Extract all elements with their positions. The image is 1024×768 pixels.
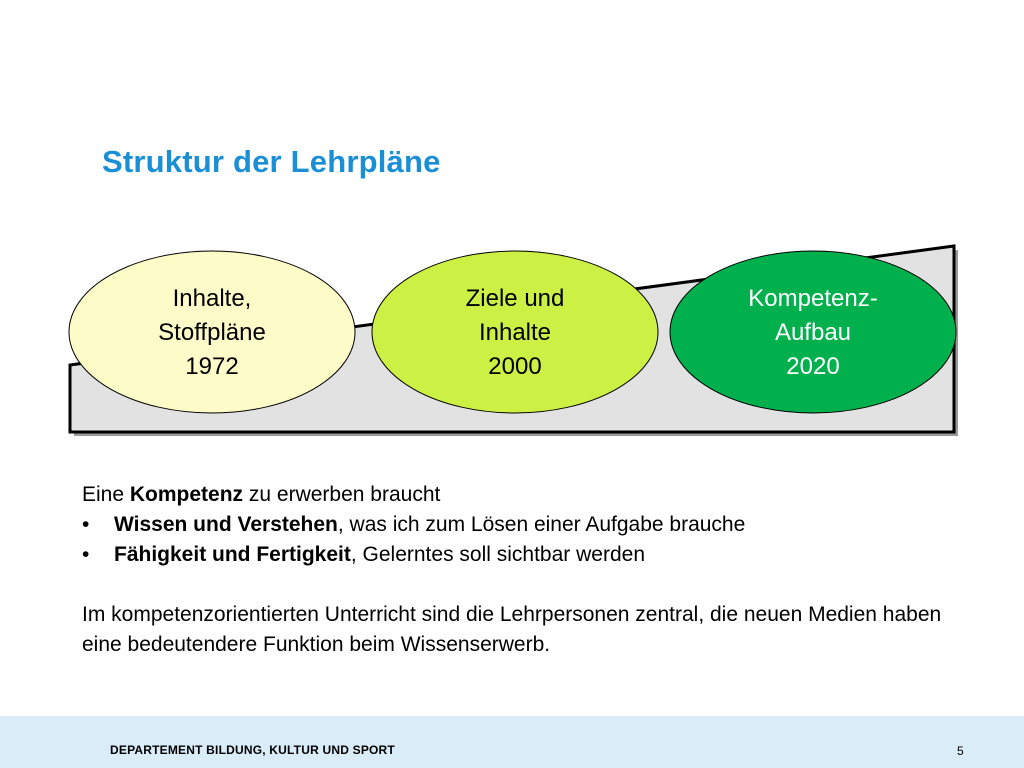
oval-2020-label [713,282,913,384]
oval-2020-year: 2020 [786,353,840,380]
oval-1972-label [112,282,312,384]
slide-title: Struktur der Lehrpläne [102,144,441,179]
bullet-item [82,510,962,540]
bullet-content [114,540,645,570]
footer-department: DEPARTEMENT BILDUNG, KULTUR UND SPORT [110,743,395,757]
page-number: 5 [957,744,964,758]
bullet-bold: Fähigkeit und Fertigkeit [114,543,351,566]
footer-wave-edge [0,713,1024,721]
closing-paragraph: Im kompetenzorientierten Unterricht sind die Lehrpersonen zentral, die neuen Medien haben eine bedeutendere Funktion beim Wissenserwerb. [82,603,942,656]
oval-1972-line2: Stoffpläne [158,319,266,346]
oval-2000-year: 2000 [488,353,542,380]
intro-post: zu erwerben braucht [243,483,441,506]
bullet-rest: , Gelerntes soll sichtbar werden [350,543,645,566]
oval-2000-label [415,282,615,384]
body-text [82,480,962,660]
bullet-dot: • [82,513,90,536]
oval-2000-line1: Ziele und [465,285,565,312]
bullet-item [82,540,962,570]
bullet-rest: , was ich zum Lösen einer Aufgabe brauche [337,513,746,536]
bullet-dot: • [82,543,90,566]
intro-pre: Eine [82,483,130,506]
footer-band [0,716,1024,768]
oval-1972-line1: Inhalte, [172,285,252,312]
oval-2020-line2: Aufbau [774,319,852,346]
oval-2000-line2: Inhalte [478,319,552,346]
bullet-bold: Wissen und Verstehen [114,513,338,536]
oval-1972-year: 1972 [185,353,239,380]
intro-bold: Kompetenz [129,483,244,506]
bullet-content [114,510,745,540]
oval-2020-line1: Kompetenz- [748,285,878,312]
intro-line [82,480,962,510]
